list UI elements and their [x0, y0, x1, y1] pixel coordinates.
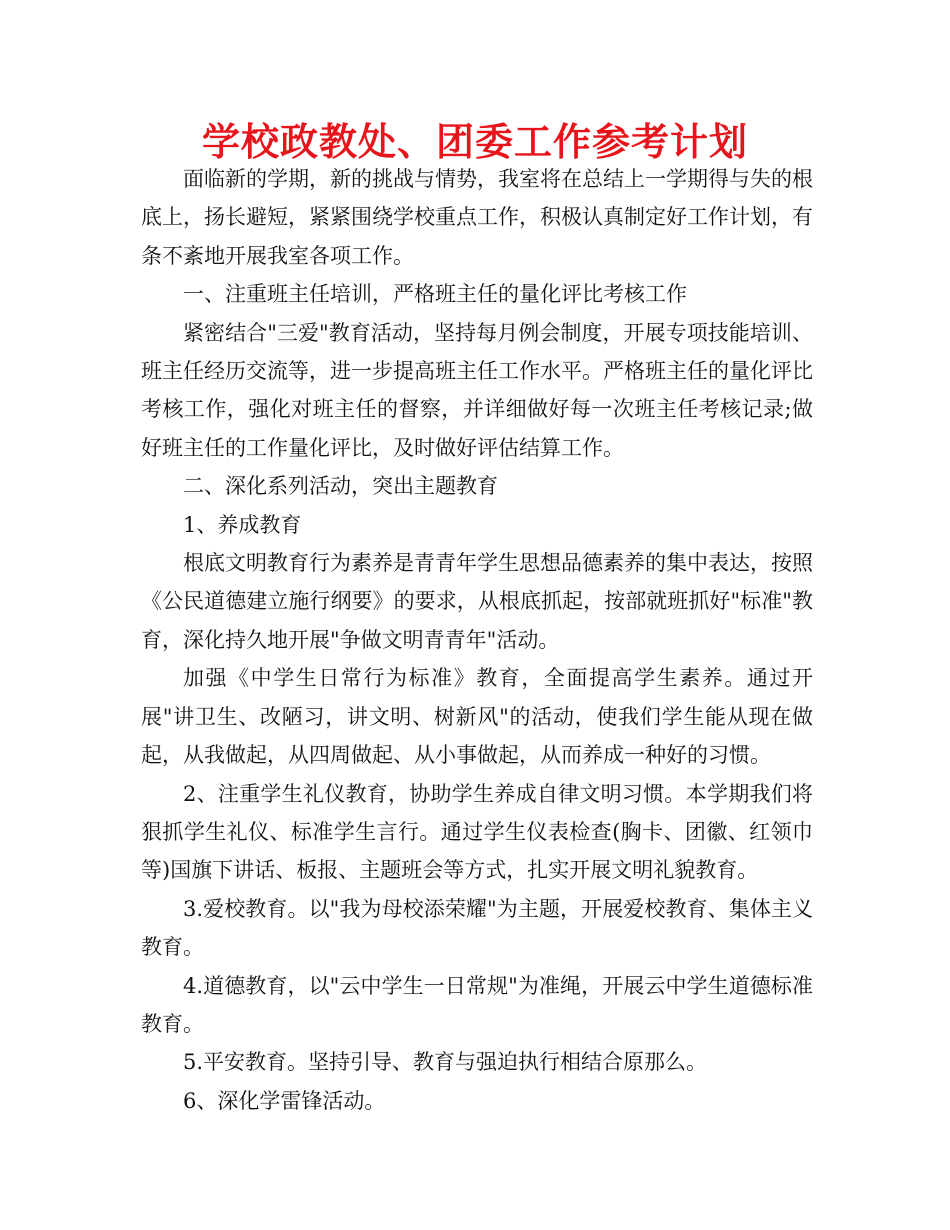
paragraph-etiquette: 2、注重学生礼仪教育，协助学生养成自律文明习惯。本学期我们将狠抓学生礼仪、标准学生言行。通过学生仪表检查(胸卡、团徽、红领巾等)国旗下讲话、板报、主题班会等方式，扎实开展文明礼貌教育。 [141, 781, 813, 883]
paragraph-habit-1: 根底文明教育行为素养是青青年学生思想品德素养的集中表达，按照《公民道德建立施行纲要》的要求，从根底抓起，按部就班抓好"标准"教育，深化持久地开展"争做文明青青年"活动。 [141, 551, 813, 652]
document-title: 学校政教处、团委工作参考计划 [201, 120, 748, 164]
subheading-habit-education: 1、养成教育 [183, 512, 302, 537]
document-body [141, 160, 813, 1120]
paragraph-lei-feng: 6、深化学雷锋活动。 [183, 1088, 386, 1113]
heading-section-2: 二、深化系列活动，突出主题教育 [183, 474, 498, 499]
paragraph-school-love: 3.爱校教育。以"我为母校添荣耀"为主题，开展爱校教育、集体主义教育。 [141, 896, 813, 960]
heading-section-1: 一、注重班主任培训，严格班主任的量化评比考核工作 [183, 282, 687, 307]
paragraph-section-1: 紧密结合"三爱"教育活动，坚持每月例会制度，开展专项技能培训、班主任经历交流等，进一步提高班主任工作水平。严格班主任的量化评比考核工作，强化对班主任的督察，并详细做好每一次班主任考核记录;做好班主任的工作量化评比，及时做好评估结算工作。 [141, 320, 813, 460]
paragraph-safety: 5.平安教育。坚持引导、教育与强迫执行相结合原那么。 [183, 1050, 708, 1075]
paragraph-habit-2: 加强《中学生日常行为标准》教育，全面提高学生素养。通过开展"讲卫生、改陋习，讲文明、树新风"的活动，使我们学生能从现在做起，从我做起，从四周做起、从小事做起，从而养成一种好的习惯。 [141, 666, 813, 768]
paragraph-intro: 面临新的学期，新的挑战与情势，我室将在总结上一学期得与失的根底上，扬长避短，紧紧围绕学校重点工作，积极认真制定好工作计划，有条不紊地开展我室各项工作。 [141, 167, 813, 268]
paragraph-moral: 4.道德教育，以"云中学生一日常规"为准绳，开展云中学生道德标准教育。 [141, 973, 813, 1036]
